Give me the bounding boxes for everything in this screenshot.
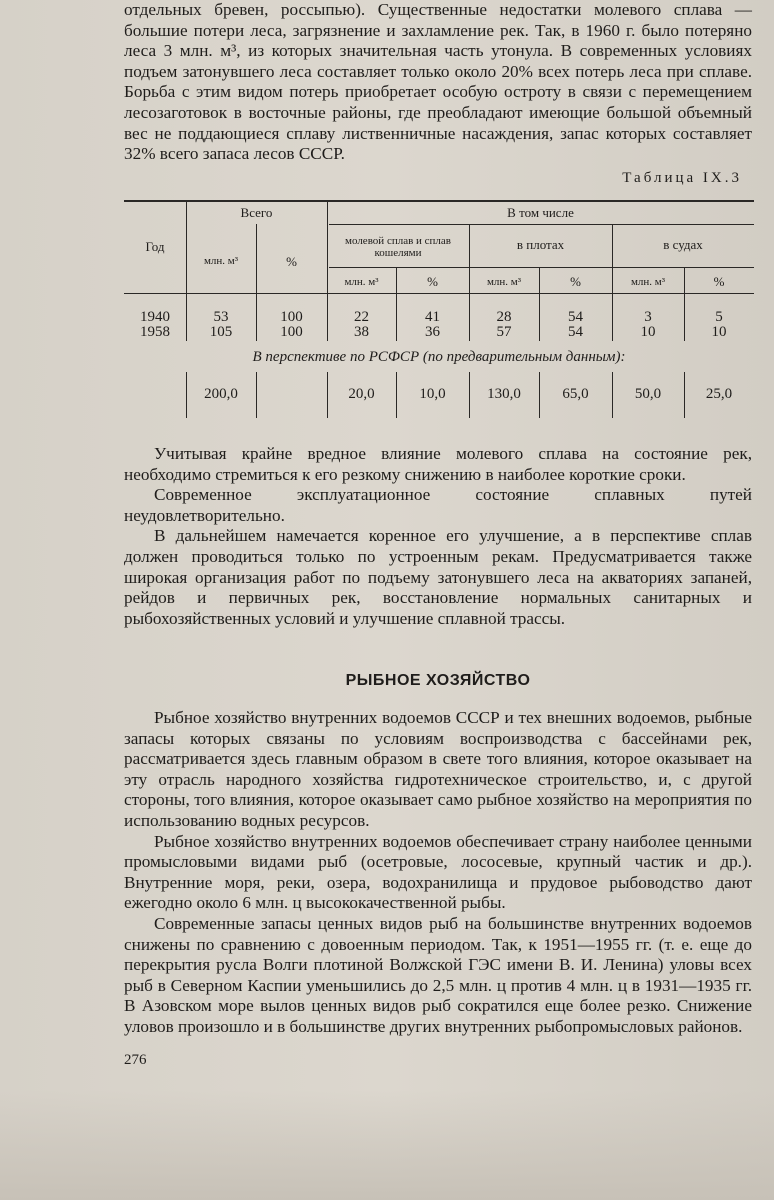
table-cell: 1940 xyxy=(140,309,170,325)
header-rafting: молевой сплав и сплав кошелями xyxy=(345,235,451,259)
table-cell: 38 xyxy=(354,324,369,340)
page-shadow xyxy=(0,1090,774,1200)
section-text xyxy=(124,708,752,1038)
body-paragraph: В дальнейшем намечается коренное его улучшение, а в перспективе сплав должен проводиться только по устроенным рекам. Предусматривается также широкая организация работ по подъему затонувшего леса на акваториях запаней, рейдов и первичных рек, восстановление нормальных санитарных и рыбохозяйственных условий и улучшение сплавной трассы. xyxy=(124,526,752,628)
table-cell: 28 xyxy=(496,309,512,325)
header-year: Год xyxy=(145,239,165,254)
table-cell: 54 xyxy=(568,324,583,340)
table-cell: 50,0 xyxy=(634,386,662,402)
table-cell: 54 xyxy=(568,309,583,325)
table-cell: 130,0 xyxy=(487,386,521,402)
table-cell: 200,0 xyxy=(204,386,238,402)
header-ships: в судах xyxy=(663,237,703,252)
table-cell: 3 xyxy=(644,309,652,325)
table-cell: 100 xyxy=(280,309,303,325)
table-cell: 22 xyxy=(354,309,369,325)
table-cell: 25,0 xyxy=(705,386,733,402)
header-total: Всего xyxy=(240,205,273,220)
table-cell: 10,0 xyxy=(419,386,446,402)
header-total-pct: % xyxy=(286,254,297,269)
section-paragraph: Современные запасы ценных видов рыб на большинстве внутренних водоемов снижены по сравнению с довоенным периодом. Так, к 1951—1955 гг. (т. е. еще до перекрытия русла Волги плотиной Волжской ГЭС имени В. И. Ленина) уловы всех рыб в Северном Каспии уменьшились до 2,5 млн. ц против 4 млн. ц в 1931—1935 гг. В Азовском море вылов ценных видов рыб сократился еще более резко. Снижение уловов произошло и в большинстве других внутренних рыбопромысловых районов. xyxy=(124,913,752,1036)
header-plot-unit: млн. м³ xyxy=(486,276,522,288)
body-paragraph: Учитывая крайне вредное влияние молевого сплава на состояние рек, необходимо стремиться к его резкому снижению в наиболее короткие сроки. xyxy=(124,444,752,484)
header-plot-pct: % xyxy=(570,274,581,289)
table-cell: 65,0 xyxy=(562,386,589,402)
table-perspective-note: В перспективе по РСФСР (по предварительным данным): xyxy=(252,349,626,365)
table-cell: 20,0 xyxy=(348,386,375,402)
section-paragraph: Рыбное хозяйство внутренних водоемов СССР и тех внешних водоемов, рыбные запасы которых связаны по условиям воспроизводства с бассейнами рек, рассматривается здесь главным образом в свете того влияния, которое оказывает на эту отрасль народного хозяйства гидротехническое строительство, и, с другой стороны, того влияния, которое оказывает само рыбное хозяйство на мероприятия по использованию водных ресурсов. xyxy=(124,708,752,830)
section-title: РЫБНОЕ ХОЗЯЙСТВО xyxy=(345,672,531,689)
page-number: 276 xyxy=(124,1052,147,1068)
table-cell: 5 xyxy=(715,309,723,325)
table-cell: 36 xyxy=(425,324,440,340)
table-cell: 100 xyxy=(280,324,303,340)
table-cell: 10 xyxy=(640,324,656,340)
header-rafts: в плотах xyxy=(516,237,565,252)
intro-paragraph: отдельных бревен, россыпью). Существенные недостатки молевого сплава — большие потери леса, загрязнение и захламление рек. Так, в 1960 г. было потеряно леса 3 млн. м³, из которых значительная часть утонула. В современных условиях подъем затонувшего леса составляет только около 20% всех потерь леса при сплаве. Борьба с этим видом потерь приобретает особую остроту в связи с перемещением лесозаготовок в восточные районы, где преобладают имеющие большой объемный вес не поддающиеся сплаву лиственничные насаждения, запас которых составляет 32% всего запаса лесов СССР. xyxy=(124,0,752,164)
table-cell: 57 xyxy=(496,324,512,340)
table-caption: Таблица IX.3 xyxy=(622,170,742,186)
header-including: В том числе xyxy=(507,205,574,220)
header-ship-pct: % xyxy=(713,274,725,289)
header-raft-pct: % xyxy=(427,274,438,289)
table-cell: 10 xyxy=(711,324,727,340)
table-cell: 53 xyxy=(213,309,229,325)
table-cell: 1958 xyxy=(140,324,170,340)
body-text xyxy=(124,444,752,629)
intro-text xyxy=(124,0,752,165)
table-cell: 105 xyxy=(209,324,233,340)
section-paragraph: Рыбное хозяйство внутренних водоемов обеспечивает страну наиболее ценными промысловыми видами рыб (осетровые, лососевые, крупный частик и др.). Внутренние моря, реки, озера, водохранилища и прудовое рыбоводство дают ежегодно около 6 млн. ц высококачественной рыбы. xyxy=(124,831,752,913)
header-total-unit: млн. м³ xyxy=(203,255,239,267)
data-table xyxy=(124,200,754,420)
header-ship-unit: млн. м³ xyxy=(630,276,666,288)
header-raft-unit: млн. м³ xyxy=(344,276,379,288)
body-paragraph: Современное эксплуатационное состояние сплавных путей неудовлетворительно. xyxy=(124,485,752,525)
table-cell: 41 xyxy=(425,309,440,325)
